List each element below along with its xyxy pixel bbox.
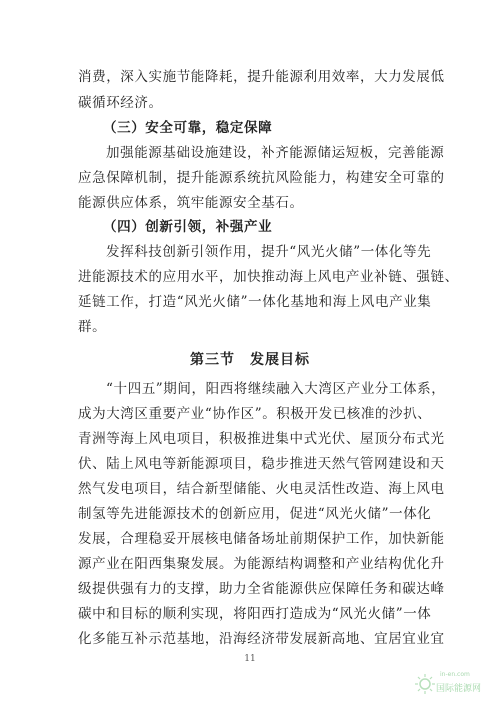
body-line: 化多能互补示范基地，沿海经济带发展新高地、宜居宜业宜 <box>78 631 445 647</box>
body-line: 发挥科技创新引领作用，提升“风光火储”一体化等先 <box>106 244 432 260</box>
body-line: 加强能源基础设施建设，补齐能源储运短板，完善能源 <box>106 145 445 161</box>
body-line: 群。 <box>78 319 107 335</box>
watermark-logo <box>414 665 486 699</box>
body-line: 源产业在阳西集聚发展。为能源结构调整和产业结构优化升 <box>78 556 445 572</box>
body-line: 级提供强有力的支撑，助力全省能源供应保障任务和碳达峰 <box>78 581 445 597</box>
body-line: 碳循环经济。 <box>78 95 163 111</box>
body-line: 伏、陆上风电等新能源项目，稳步推进天然气管网建设和天 <box>78 456 445 472</box>
body-line: 成为大湾区重要产业“协作区”。积极开发已核准的沙扒、 <box>78 406 432 422</box>
body-line: 制氢等先进能源技术的创新应用，促进“风光火储”一体化 <box>78 506 432 522</box>
body-line: 延链工作，打造“风光火储”一体化基地和海上风电产业集 <box>78 294 432 310</box>
body-line: 发展，合理稳妥开展核电储备场址前期保护工作，加快新能 <box>78 531 445 547</box>
subheading-four: （四）创新引领，补强产业 <box>103 219 273 235</box>
body-line: 进能源技术的应用水平，加快推动海上风电产业补链、强链、 <box>78 269 459 285</box>
watermark-url: in-en.com <box>440 671 470 678</box>
body-line: 然气发电项目，结合新型储能、火电灵活性改造、海上风电 <box>78 481 445 497</box>
body-line: “十四五”期间，阳西将继续融入大湾区产业分工体系， <box>106 381 446 397</box>
body-line: 碳中和目标的顺利实现，将阳西打造成为“风光火储”一体 <box>78 606 432 622</box>
page-number: 11 <box>244 654 256 664</box>
body-line: 能源供应体系，筑牢能源安全基石。 <box>78 195 304 211</box>
sun-icon <box>414 673 436 695</box>
body-line: 消费，深入实施节能降耗，提升能源利用效率，大力发展低 <box>78 69 445 85</box>
watermark-name: 国际能源网 <box>436 684 482 694</box>
body-line: 青洲等海上风电项目，积极推进集中式光伏、屋顶分布式光 <box>78 431 445 447</box>
body-line: 应急保障机制，提升能源系统抗风险能力，构建安全可靠的 <box>78 170 445 186</box>
subheading-three: （三）安全可靠，稳定保障 <box>103 120 273 136</box>
section-title: 第三节 发展目标 <box>190 352 310 368</box>
